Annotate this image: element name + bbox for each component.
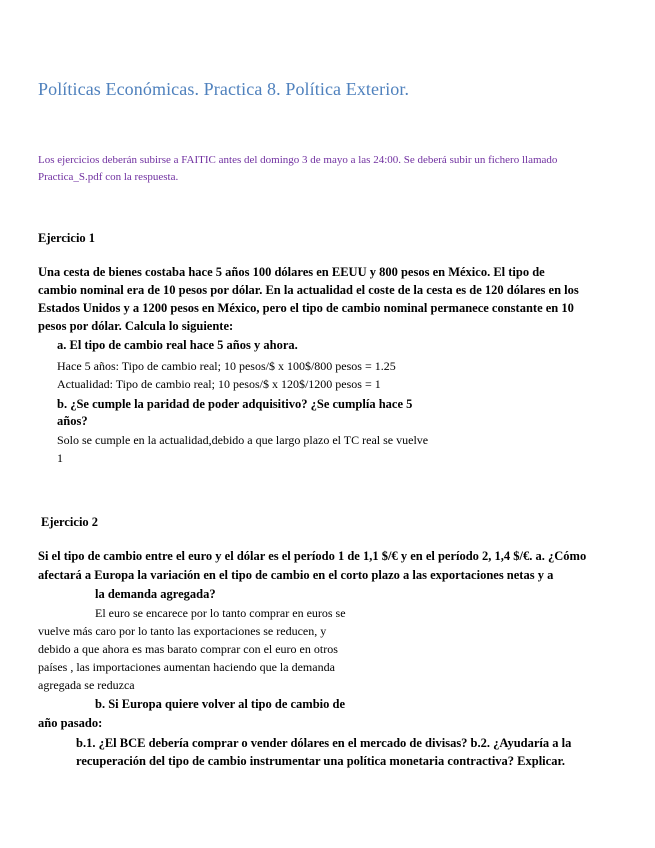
exercise-1-statement-line: Una cesta de bienes costaba hace 5 años 100 dólares en EEUU y 800 pesos en México. El tipo de — [38, 265, 545, 279]
answer-1a-line: Actualidad: Tipo de cambio real; 10 pesos/$ x 120$/1200 pesos = 1 — [57, 377, 381, 391]
question-1b-line: años? — [57, 414, 88, 428]
answer-2a-line: El euro se encarece por lo tanto comprar en euros se — [95, 606, 346, 620]
question-1a: a. El tipo de cambio real hace 5 años y ahora. — [57, 338, 298, 352]
submission-note-line-2: Practica_S.pdf con la respuesta. — [38, 171, 179, 183]
exercise-1-heading: Ejercicio 1 — [38, 231, 96, 245]
exercise-1-statement-line: Estados Unidos y a 1200 pesos en México, pero el tipo de cambio nominal permanece constante en 10 — [38, 301, 574, 315]
answer-2a-line: vuelve más caro por lo tanto las exportaciones se reducen, y — [38, 624, 327, 638]
question-2b1-line: b.1. ¿El BCE debería comprar o vender dólares en el mercado de divisas? b.2. ¿Ayudaría a la — [76, 736, 572, 750]
page-title: Políticas Económicas. Practica 8. Política Exterior. — [38, 79, 410, 99]
question-2b-line: año pasado: — [38, 716, 103, 730]
answer-2a-line: debido a que ahora es mas barato comprar con el euro en otros — [38, 642, 338, 656]
answer-2a-line: países , las importaciones aumentan haciendo que la demanda — [38, 660, 335, 674]
exercise-2-statement-line: Si el tipo de cambio entre el euro y el dólar es el período 1 de 1,1 $/€ y en el período 2, 1,4 $/€. a. ¿Cómo — [38, 549, 587, 563]
question-2b1-line: recuperación del tipo de cambio instrumentar una política monetaria contractiva? Explicar. — [76, 754, 565, 768]
question-1b-line: b. ¿Se cumple la paridad de poder adquisitivo? ¿Se cumplía hace 5 — [57, 397, 413, 411]
exercise-1-statement-line: pesos por dólar. Calcula lo siguiente: — [38, 319, 234, 333]
question-2b-line: b. Si Europa quiere volver al tipo de cambio de — [95, 697, 346, 711]
exercise-2-statement-line: afectará a Europa la variación en el tipo de cambio en el corto plazo a las exportaciones netas y a — [38, 568, 554, 582]
answer-1b-line: 1 — [57, 451, 63, 465]
exercise-1-statement-line: cambio nominal era de 10 pesos por dólar. En la actualidad el coste de la cesta es de 120 dólares en los — [38, 283, 579, 297]
answer-1b-line: Solo se cumple en la actualidad,debido a que largo plazo el TC real se vuelve — [57, 433, 429, 447]
answer-1a-line: Hace 5 años: Tipo de cambio real; 10 pesos/$ x 100$/800 pesos = 1.25 — [57, 359, 396, 373]
answer-2a-line: agregada se reduzca — [38, 678, 135, 692]
exercise-2-statement-line: la demanda agregada? — [95, 587, 216, 601]
submission-note-line-1: Los ejercicios deberán subirse a FAITIC antes del domingo 3 de mayo a las 24:00. Se deberá subir un fichero llamado — [38, 154, 558, 166]
exercise-2-heading: Ejercicio 2 — [41, 515, 99, 529]
